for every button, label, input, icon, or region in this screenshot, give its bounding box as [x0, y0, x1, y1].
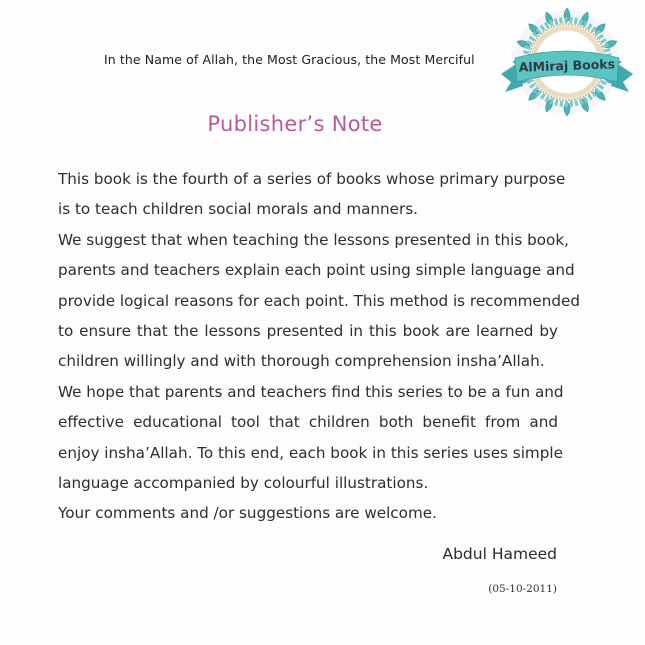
body-line: enjoy insha’Allah. To this end, each book in this series uses simple — [58, 443, 563, 462]
page-title: Publisher’s Note — [207, 112, 383, 136]
body-line: to ensure that the lessons presented in this book are learned by — [58, 322, 558, 341]
body-line: language accompanied by colourful illustrations. — [58, 474, 429, 493]
body-line: children willingly and with thorough comprehension insha’Allah. — [58, 352, 545, 371]
almiraj-books-logo-icon — [497, 4, 637, 122]
body-line: parents and teachers explain each point using simple language and — [58, 261, 575, 280]
publisher-note-body — [58, 164, 581, 529]
body-line: effective educational tool that children both benefit from and — [58, 413, 558, 432]
body-line: This book is the fourth of a series of books whose primary purpose — [58, 170, 566, 188]
body-line: provide logical reasons for each point. This method is recommended — [58, 291, 581, 310]
publisher-logo — [497, 4, 637, 122]
body-line: is to teach children social morals and manners. — [58, 200, 419, 219]
logo-text: AlMiraj Books — [518, 56, 616, 75]
body-line: Your comments and /or suggestions are welcome. — [58, 504, 437, 523]
body-line: We suggest that when teaching the lessons presented in this book, — [58, 230, 569, 249]
signature-date: (05-10-2011) — [488, 583, 557, 595]
basmala-heading: In the Name of Allah, the Most Gracious, the Most Merciful — [104, 52, 475, 67]
signature-name: Abdul Hameed — [442, 545, 557, 563]
body-line: We hope that parents and teachers find this series to be a fun and — [58, 382, 564, 401]
